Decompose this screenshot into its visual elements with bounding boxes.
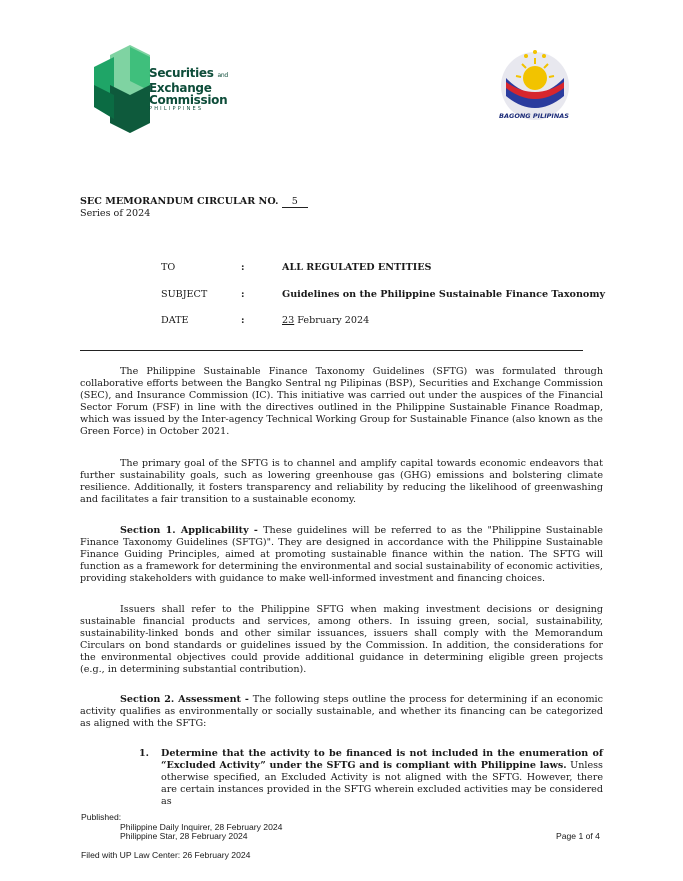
sec-logo-line1: Securities	[149, 66, 214, 80]
sec-logo-text	[149, 67, 228, 113]
section-2-heading: Section 2. Assessment -	[120, 694, 253, 705]
section-2-paragraph	[80, 694, 603, 730]
bagong-pilipinas-caption: BAGONG PILIPINAS	[499, 112, 569, 120]
date-value	[282, 315, 369, 326]
footer-filed: Filed with UP Law Center: 26 February 2024	[81, 850, 251, 860]
footer-published-label: Published:	[81, 812, 122, 822]
list-item-1-text: Unless otherwise specified, an Excluded Activity is not aligned with the SFTG. However, there are certain instances provided in the SFTG wherein excluded activities may be considered as	[161, 759, 603, 807]
to-colon: :	[241, 262, 245, 273]
memo-title-text: SEC MEMORANDUM CIRCULAR NO.	[80, 196, 279, 207]
section-1-heading: Section 1. Applicability -	[120, 525, 264, 536]
section-1-paragraph	[80, 525, 603, 585]
sec-logo-line4: PHILIPPINES	[149, 106, 204, 112]
list-item-1-number: 1.	[139, 748, 150, 759]
memo-title	[80, 196, 308, 208]
paragraph-issuers: Issuers shall refer to the Philippine SFTG when making investment decisions or designing sustainable financial products and services, among others. In issuing green, social, sustainability, sustainability-linked bonds and other similar issuances, issuers shall comply with the Memorandum Circulars on bond standards or guidelines issued by the Commission. In addition, the considerations for the environmental objectives could provide additional guidance in determining eligible green projects (e.g., in determining substantial contribution).	[80, 604, 603, 675]
sec-logo-line2: Exchange	[149, 81, 212, 95]
date-rest: February 2024	[294, 315, 370, 326]
section-1-text: These guidelines will be referred to as the "Philippine Sustainable Finance Taxonomy Guidelines (SFTG)". They are designed in accordance with the Philippine Sustainable Finance Guiding Principles, aimed at promoting sustainable finance within the nation. The SFTG will function as a framework for determining the environmental and social sustainability of economic activities, providing stakeholders with guidance to make well-informed investment and financing choices.	[80, 525, 603, 584]
to-value: ALL REGULATED ENTITIES	[282, 262, 432, 273]
date-colon: :	[241, 315, 245, 326]
subject-value: Guidelines on the Philippine Sustainable Finance Taxonomy	[282, 289, 606, 300]
list-item-1	[161, 748, 603, 808]
sec-logo-line3: Commission	[149, 93, 228, 107]
paragraph-intro: The Philippine Sustainable Finance Taxonomy Guidelines (SFTG) was formulated through collaborative efforts between the Bangko Sentral ng Pilipinas (BSP), Securities and Exchange Commission (SEC), and Insurance Commission (IC). This initiative was carried out under the auspices of the Financial Sector Forum (FSF) in line with the directives outlined in the Philippine Sustainable Finance Roadmap, which was issued by the Inter-agency Technical Working Group for Sustainable Finance (also known as the Green Force) in October 2021.	[80, 366, 603, 437]
section-2-text: The following steps outline the process for determining if an economic activity qualifies as environmentally or socially sustainable, and whether its financing can be categorized as aligned with the SFTG:	[80, 694, 603, 729]
paragraph-goal: The primary goal of the SFTG is to channel and amplify capital towards economic endeavors that further sustainability goals, such as lowering greenhouse gas (GHG) emissions and bolstering climate resilience. Additionally, it fosters transparency and reliability by reducing the likelihood of greenwashing and facilitates a fair transition to a sustainable economy.	[80, 458, 603, 505]
footer-publication-1: Philippine Daily Inquirer, 28 February 2024	[120, 822, 283, 832]
page-number: Page 1 of 4	[556, 831, 600, 841]
footer-publication-2: Philippine Star, 28 February 2024	[120, 831, 248, 841]
sec-logo-line1-sub: and	[217, 72, 228, 79]
list-item-1-bold: Determine that the activity to be financed is not included in the enumeration of “Excluded Activity” under the SFTG and is compliant with Philippine laws.	[161, 748, 603, 771]
memo-number: 5	[282, 196, 308, 208]
subject-colon: :	[241, 289, 245, 300]
date-label: DATE	[161, 315, 189, 326]
header-divider	[80, 350, 583, 351]
memo-series: Series of 2024	[80, 208, 151, 219]
subject-label: SUBJECT	[161, 289, 208, 300]
date-day: 23	[282, 315, 295, 326]
to-label: TO	[161, 262, 176, 273]
